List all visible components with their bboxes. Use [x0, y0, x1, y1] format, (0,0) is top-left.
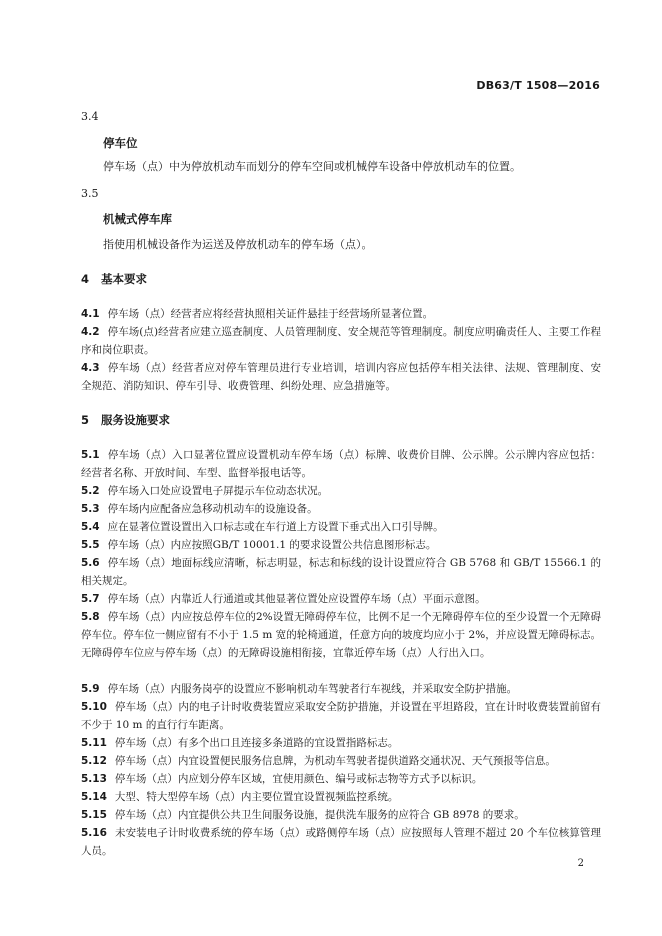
clause: [81, 446, 601, 482]
clause-text: 停车场（点）内的电子计时收费装置应采取安全防护措施，并设置在平坦路段，宜在计时收费装置前留有不少于 10 m 的直行行车距离。: [81, 701, 601, 731]
clause-text: 停车场（点）经营者应将经营执照相关证件悬挂于经营场所显著位置。: [107, 308, 434, 320]
clause: [81, 500, 601, 518]
clause: [81, 554, 601, 590]
section-title: 基本要求: [101, 272, 148, 286]
clause: [81, 608, 601, 662]
clause-text: 停车场（点）内宜设置便民服务信息牌，为机动车驾驶者提供道路交通状况、天气预报等信息。: [114, 755, 556, 767]
clause-number: 4.3: [81, 362, 100, 374]
clause: [81, 536, 601, 554]
clause-number: 5.10: [81, 701, 107, 713]
clause: [81, 359, 601, 395]
clause-number: 4.1: [81, 308, 100, 320]
clause: [81, 752, 601, 770]
clause: [81, 482, 601, 500]
clause-text: 停车场内应配备应急移动机动车的设施设备。: [107, 503, 318, 515]
section-heading: [81, 412, 170, 428]
clause-number: 5.2: [81, 485, 100, 497]
standard-code: DB63/T 1508—2016: [476, 79, 600, 92]
page-number: 2: [577, 858, 584, 869]
term-definition: 停车场（点）中为停放机动车而划分的停车空间或机械停车设备中停放机动车的位置。: [103, 160, 521, 173]
clause: [81, 824, 601, 860]
clause: [81, 806, 601, 824]
clause-number: 5.6: [81, 557, 100, 569]
term-number: 3.5: [81, 187, 99, 200]
clause-number: 4.2: [81, 326, 100, 338]
section-number: 5: [81, 413, 90, 427]
clause-text: 停车场（点）有多个出口且连接多条道路的宜设置指路标志。: [114, 737, 399, 749]
clause: [81, 698, 601, 734]
clause-number: 5.15: [81, 809, 107, 821]
clause-number: 5.4: [81, 521, 100, 533]
clause-number: 5.16: [81, 827, 107, 839]
clause-text: 停车场入口处应设置电子屏提示车位动态状况。: [107, 485, 329, 497]
clause: [81, 518, 601, 536]
clause: [81, 770, 601, 788]
section-heading: [81, 271, 147, 287]
clause-number: 5.14: [81, 791, 107, 803]
clause: [81, 788, 601, 806]
section-number: 4: [81, 272, 90, 286]
clause-number: 5.13: [81, 773, 107, 785]
clause: [81, 680, 601, 698]
clause-text: 停车场（点）经营者应对停车管理员进行专业培训，培训内容应包括停车相关法律、法规、管理制度、安全规范、消防知识、停车引导、收费管理、纠纷处理、应急措施等。: [81, 362, 601, 392]
clause-text: 停车场（点）内服务岗亭的设置应不影响机动车驾驶者行车视线，并采取安全防护措施。: [107, 683, 518, 695]
clause-text: 停车场（点）内应按总停车位的2%设置无障碍停车位，比例不足一个无障碍停车位的至少设置一个无障碍停车位。停车位一侧应留有不小于 1.5 m 宽的轮椅通道，任意方向的坡度均应小于 2%，并应设置无障碍标志。无障碍停车位应与停车场（点）的无障碍设施相衔接，宜靠近停车场（点）人行出入口。: [81, 611, 601, 659]
clause-text: 大型、特大型停车场（点）内主要位置宜设置视频监控系统。: [114, 791, 399, 803]
clause: [81, 590, 601, 608]
clause-text: 停车场（点）内应划分停车区域，宜使用颜色、编号或标志物等方式予以标识。: [114, 773, 483, 785]
clause-text: 停车场（点）内应按照GB/T 10001.1 的要求设置公共信息图形标志。: [107, 539, 437, 551]
clause-text: 停车场(点)经营者应建立巡查制度、人员管理制度、安全规范等管理制度。制度应明确责任人、主要工作程序和岗位职责。: [81, 326, 601, 356]
clause-text: 停车场（点）地面标线应清晰，标志明显，标志和标线的设计设置应符合 GB 5768 和 GB/T 15566.1 的相关规定。: [81, 557, 601, 587]
clause-text: 停车场（点）内宜提供公共卫生间服务设施，提供洗车服务的应符合 GB 8978 的要求。: [114, 809, 525, 821]
clause: [81, 323, 601, 359]
clause-number: 5.7: [81, 593, 100, 605]
clause-number: 5.1: [81, 449, 100, 461]
clause: [81, 305, 601, 323]
term-definition: 指使用机械设备作为运送及停放机动车的停车场（点）。: [103, 238, 373, 251]
term-title: 机械式停车库: [103, 212, 172, 226]
clause-text: 未安装电子计时收费系统的停车场（点）或路侧停车场（点）应按照每人管理不超过 20 个车位核算管理人员。: [81, 827, 601, 857]
clause-number: 5.9: [81, 683, 100, 695]
clause-number: 5.8: [81, 611, 100, 623]
clause-text: 停车场（点）内靠近人行通道或其他显著位置处应设置停车场（点）平面示意图。: [107, 593, 486, 605]
clause-number: 5.3: [81, 503, 100, 515]
clause: [81, 734, 601, 752]
term-title: 停车位: [103, 136, 138, 150]
clause-text: 应在显著位置设置出入口标志或在车行道上方设置下垂式出入口引导牌。: [107, 521, 444, 533]
clause-number: 5.5: [81, 539, 100, 551]
clause-number: 5.11: [81, 737, 107, 749]
clause-number: 5.12: [81, 755, 107, 767]
term-number: 3.4: [81, 110, 99, 123]
section-title: 服务设施要求: [101, 413, 171, 427]
clause-text: 停车场（点）入口显著位置应设置机动车停车场（点）标牌、收费价目牌、公示牌。公示牌内容应包括：经营者名称、开放时间、车型、监督举报电话等。: [81, 449, 601, 479]
